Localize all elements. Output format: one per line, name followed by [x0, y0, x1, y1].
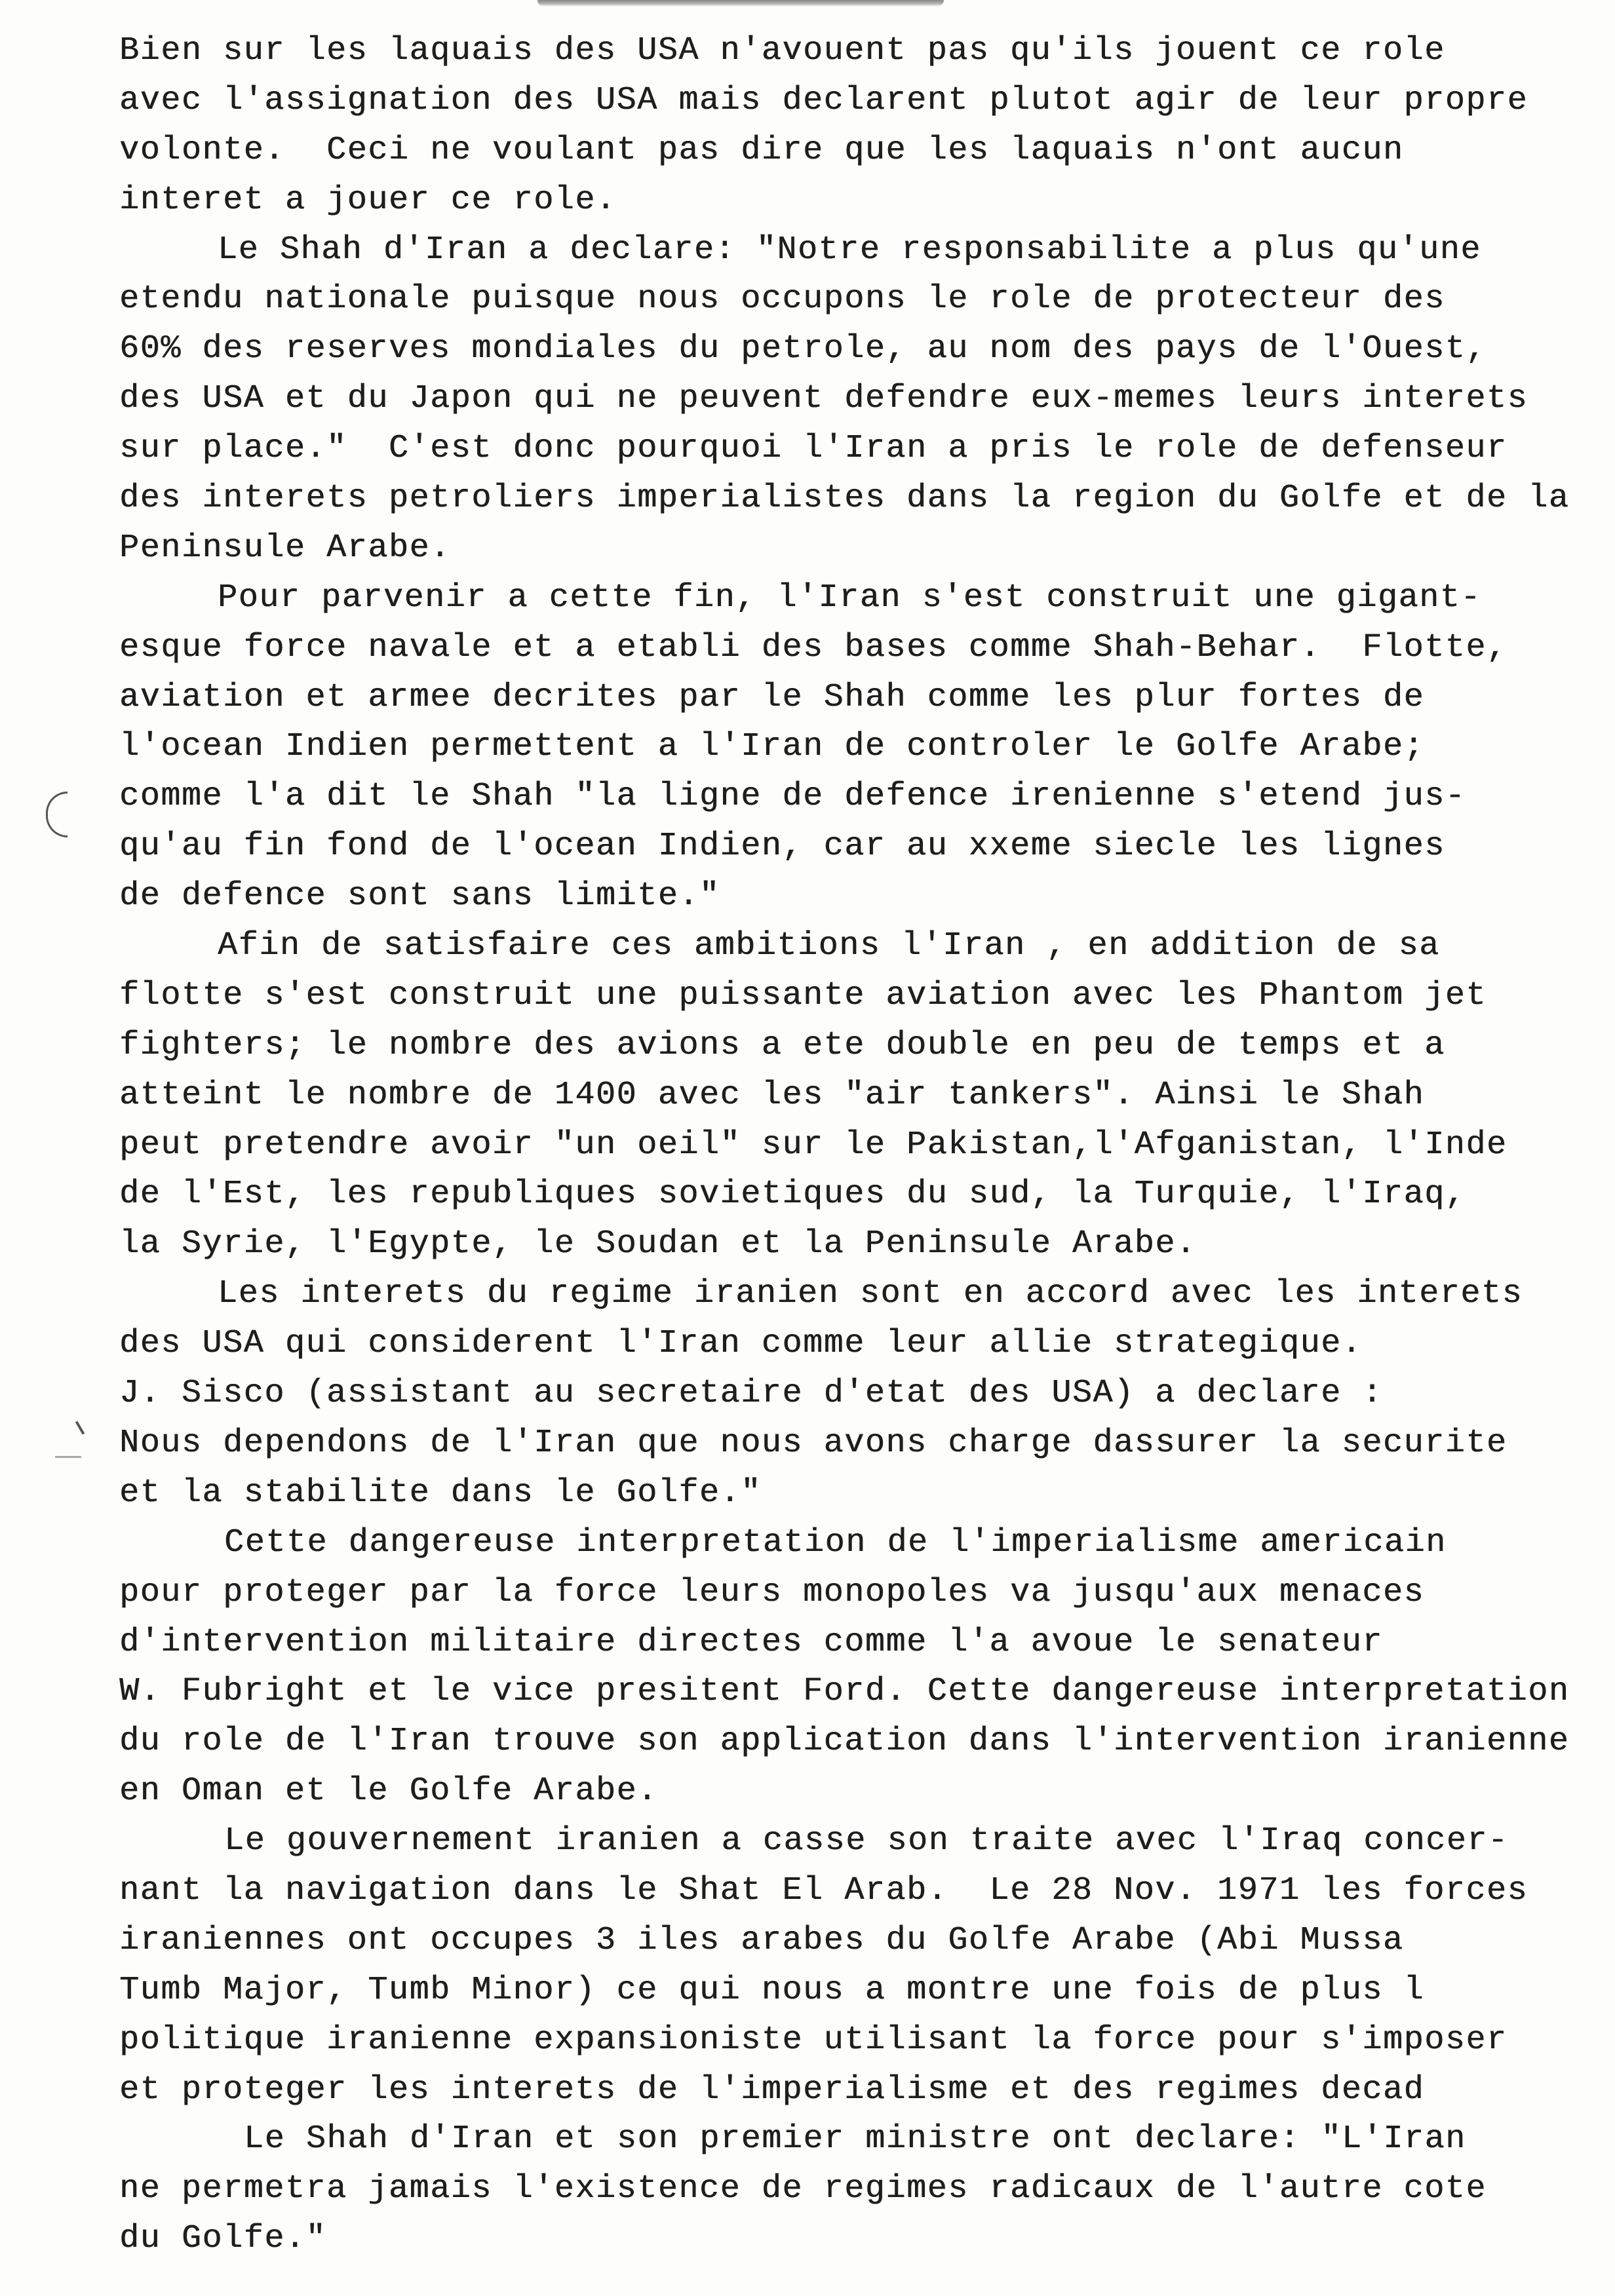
text-line: aviation et armee decrites par le Shah comme les plur fortes de [119, 678, 1425, 716]
text-line: pour proteger par la force leurs monopoles va jusqu'aux menaces [119, 1573, 1425, 1611]
scan-top-smudge [537, 0, 944, 7]
text-line: volonte. Ceci ne voulant pas dire que les laquais n'ont aucun [119, 131, 1404, 169]
text-line: Tumb Major, Tumb Minor) ce qui nous a montre une fois de plus l [119, 1971, 1425, 2009]
paragraph-start-line: Le gouvernement iranien a casse son traite avec l'Iraq concer- [224, 1822, 1509, 1860]
text-line: etendu nationale puisque nous occupons le role de protecteur des [119, 280, 1445, 318]
text-line: esque force navale et a etabli des bases comme Shah-Behar. Flotte, [119, 628, 1508, 666]
text-line: la Syrie, l'Egypte, le Soudan et la Peninsule Arabe. [119, 1225, 1197, 1263]
text-line: W. Fubright et le vice presitent Ford. Cette dangereuse interpretation [119, 1673, 1570, 1711]
text-line: du role de l'Iran trouve son application dans l'intervention iranienne [119, 1723, 1570, 1761]
text-line: peut pretendre avoir "un oeil" sur le Pakistan,l'Afganistan, l'Inde [119, 1126, 1508, 1164]
text-line: qu'au fin fond de l'ocean Indien, car au xxeme siecle les lignes [119, 828, 1445, 866]
text-line: des USA et du Japon qui ne peuvent defendre eux-memes leurs interets [119, 380, 1528, 418]
text-line: interet a jouer ce role. [119, 181, 617, 219]
paragraph-start-line: Afin de satisfaire ces ambitions l'Iran , en addition de sa [218, 927, 1440, 965]
text-line: avec l'assignation des USA mais declarent plutot agir de leur propre [119, 81, 1528, 119]
text-line: en Oman et le Golfe Arabe. [119, 1772, 658, 1810]
paragraph-start-line: Les interets du regime iranien sont en accord avec les interets [218, 1275, 1523, 1313]
text-line: 60% des reserves mondiales du petrole, au nom des pays de l'Ouest, [119, 330, 1487, 368]
paragraph-start-line: Pour parvenir a cette fin, l'Iran s'est construit une gigant- [218, 579, 1481, 617]
paragraph-start-line: Cette dangereuse interpretation de l'imperialisme americain [224, 1523, 1447, 1561]
text-line: et la stabilite dans le Golfe." [119, 1474, 762, 1512]
text-line: des interets petroliers imperialistes dans la region du Golfe et de la [119, 480, 1570, 518]
text-line: de l'Est, les republiques sovietiques du sud, la Turquie, l'Iraq, [119, 1176, 1466, 1214]
paragraph-start-line: Le Shah d'Iran a declare: "Notre responsabilite a plus qu'une [218, 231, 1481, 269]
text-line: politique iranienne expansioniste utilisant la force pour s'imposer [119, 2021, 1508, 2059]
margin-tick-mark [75, 1421, 85, 1434]
text-line: iraniennes ont occupes 3 iles arabes du Golfe Arabe (Abi Mussa [119, 1921, 1404, 1959]
text-line: d'intervention militaire directes comme l'a avoue le senateur [119, 1623, 1383, 1661]
text-line: Bien sur les laquais des USA n'avouent pas qu'ils jouent ce role [119, 32, 1445, 69]
text-line: et proteger les interets de l'imperialisme et des regimes decad [119, 2071, 1425, 2109]
paragraph-start-line: Le Shah d'Iran et son premier ministre ont declare: "L'Iran [244, 2120, 1466, 2158]
body-text [119, 26, 1570, 2264]
text-line: Nous dependons de l'Iran que nous avons charge dassurer la securite [119, 1424, 1508, 1462]
text-line: Peninsule Arabe. [119, 529, 451, 567]
text-line: atteint le nombre de 1400 avec les "air tankers". Ainsi le Shah [119, 1076, 1425, 1114]
text-line: nant la navigation dans le Shat El Arab. Le 28 Nov. 1971 les forces [119, 1871, 1528, 1909]
margin-smudge-mark [55, 1456, 81, 1458]
text-line: flotte s'est construit une puissante aviation avec les Phantom jet [119, 976, 1487, 1014]
text-line: de defence sont sans limite." [119, 877, 720, 915]
text-line: l'ocean Indien permettent a l'Iran de controler le Golfe Arabe; [119, 728, 1425, 766]
text-line: J. Sisco (assistant au secretaire d'etat des USA) a declare : [119, 1375, 1383, 1413]
text-line: des USA qui considerent l'Iran comme leur allie strategique. [119, 1325, 1363, 1363]
text-line: comme l'a dit le Shah "la ligne de defence irenienne s'etend jus- [119, 778, 1466, 816]
text-line: fighters; le nombre des avions a ete double en peu de temps et a [119, 1026, 1445, 1064]
text-line: sur place." C'est donc pourquoi l'Iran a pris le role de defenseur [119, 430, 1508, 468]
margin-bracket-mark [46, 792, 68, 837]
text-line: du Golfe." [119, 2220, 327, 2258]
text-line: ne permetra jamais l'existence de regimes radicaux de l'autre cote [119, 2170, 1487, 2208]
